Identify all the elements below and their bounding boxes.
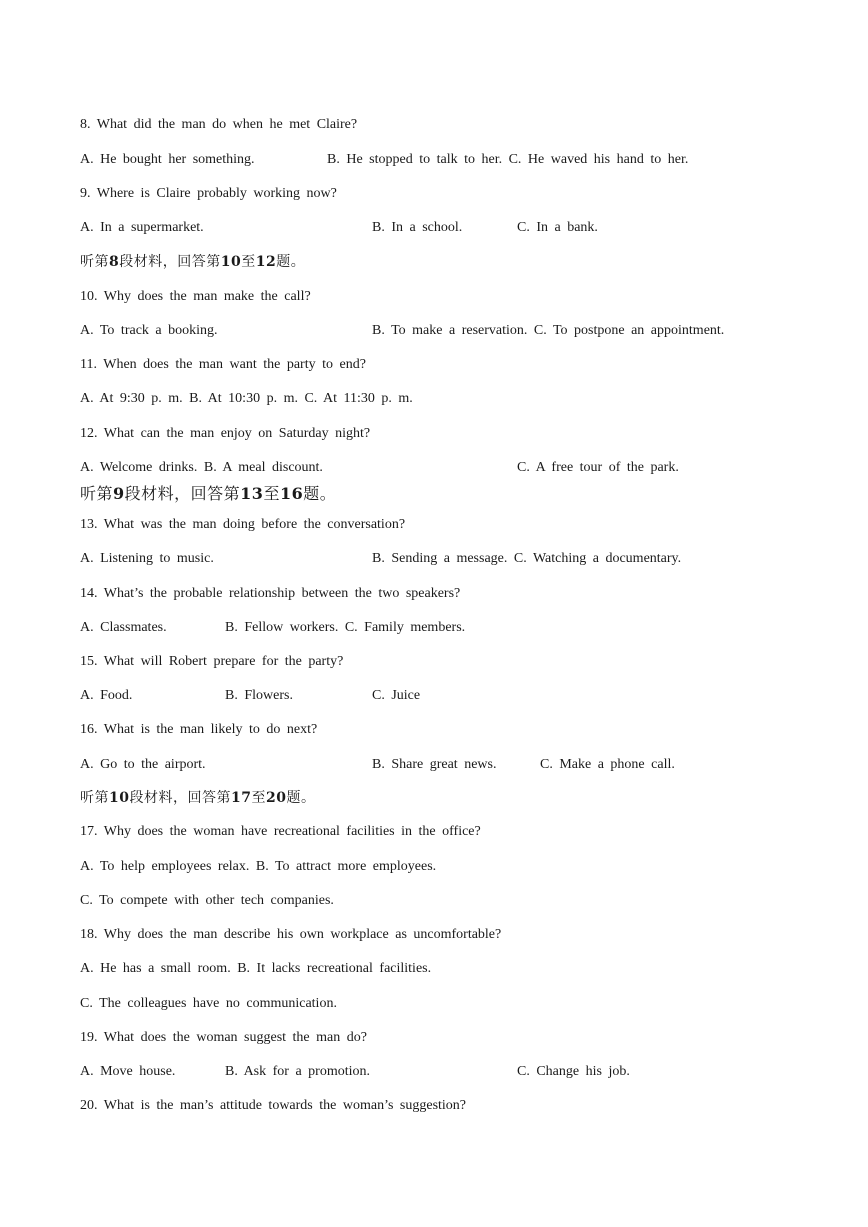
question-10: 10. Why does the man make the call? (80, 289, 311, 304)
option-a-b: A. He has a small room. B. It lacks recreational facilities. (80, 961, 432, 976)
option-b: B. In a school. (372, 220, 463, 235)
option-b-c: B. To make a reservation. C. To postpone an appointment. (372, 323, 725, 338)
question-19: 19. What does the woman suggest the man do? (80, 1030, 367, 1045)
option-a: A. Go to the airport. (80, 757, 206, 772)
option-c: C. Change his job. (517, 1064, 630, 1079)
question-18: 18. Why does the man describe his own workplace as uncomfortable? (80, 927, 502, 942)
option-c: C. A free tour of the park. (517, 460, 679, 475)
question-20: 20. What is the man’s attitude towards the woman’s suggestion? (80, 1098, 467, 1113)
question-12: 12. What can the man enjoy on Saturday night? (80, 426, 371, 441)
option-a: A. Food. (80, 688, 133, 703)
option-b: B. Flowers. (225, 688, 293, 703)
question-9: 9. Where is Claire probably working now? (80, 186, 337, 201)
option-c: C. The colleagues have no communication. (80, 996, 337, 1011)
question-8: 8. What did the man do when he met Claire? (80, 117, 358, 132)
option-a-b: A. To help employees relax. B. To attract more employees. (80, 859, 437, 874)
option-c: C. Juice (372, 688, 421, 703)
option-a-b: A. Welcome drinks. B. A meal discount. (80, 460, 323, 475)
question-14: 14. What’s the probable relationship between the two speakers? (80, 586, 461, 601)
option-b-c: B. He stopped to talk to her. C. He waved his hand to her. (327, 152, 689, 167)
question-16: 16. What is the man likely to do next? (80, 722, 318, 737)
option-a: A. Move house. (80, 1064, 176, 1079)
section-heading-9: 听第9段材料，回答第13至16题。 (80, 484, 337, 503)
option-a: A. To track a booking. (80, 323, 218, 338)
option-b-c: B. Fellow workers. C. Family members. (225, 620, 466, 635)
option-c: C. Make a phone call. (540, 757, 675, 772)
option-b: B. Ask for a promotion. (225, 1064, 370, 1079)
option-a: A. He bought her something. (80, 152, 255, 167)
option-c: C. To compete with other tech companies. (80, 893, 334, 908)
question-15: 15. What will Robert prepare for the party? (80, 654, 344, 669)
section-heading-8: 听第8段材料，回答第10至12题。 (80, 254, 306, 270)
option-a-b-c: A. At 9:30 p. m. B. At 10:30 p. m. C. At 11:30 p. m. (80, 391, 413, 406)
section-heading-10: 听第10段材料，回答第17至20题。 (80, 790, 316, 806)
option-b: B. Share great news. (372, 757, 497, 772)
question-17: 17. Why does the woman have recreational facilities in the office? (80, 824, 481, 839)
question-13: 13. What was the man doing before the conversation? (80, 517, 406, 532)
option-a: A. In a supermarket. (80, 220, 204, 235)
option-a: A. Listening to music. (80, 551, 214, 566)
question-11: 11. When does the man want the party to end? (80, 357, 366, 372)
option-a: A. Classmates. (80, 620, 167, 635)
option-b-c: B. Sending a message. C. Watching a documentary. (372, 551, 682, 566)
option-c: C. In a bank. (517, 220, 598, 235)
